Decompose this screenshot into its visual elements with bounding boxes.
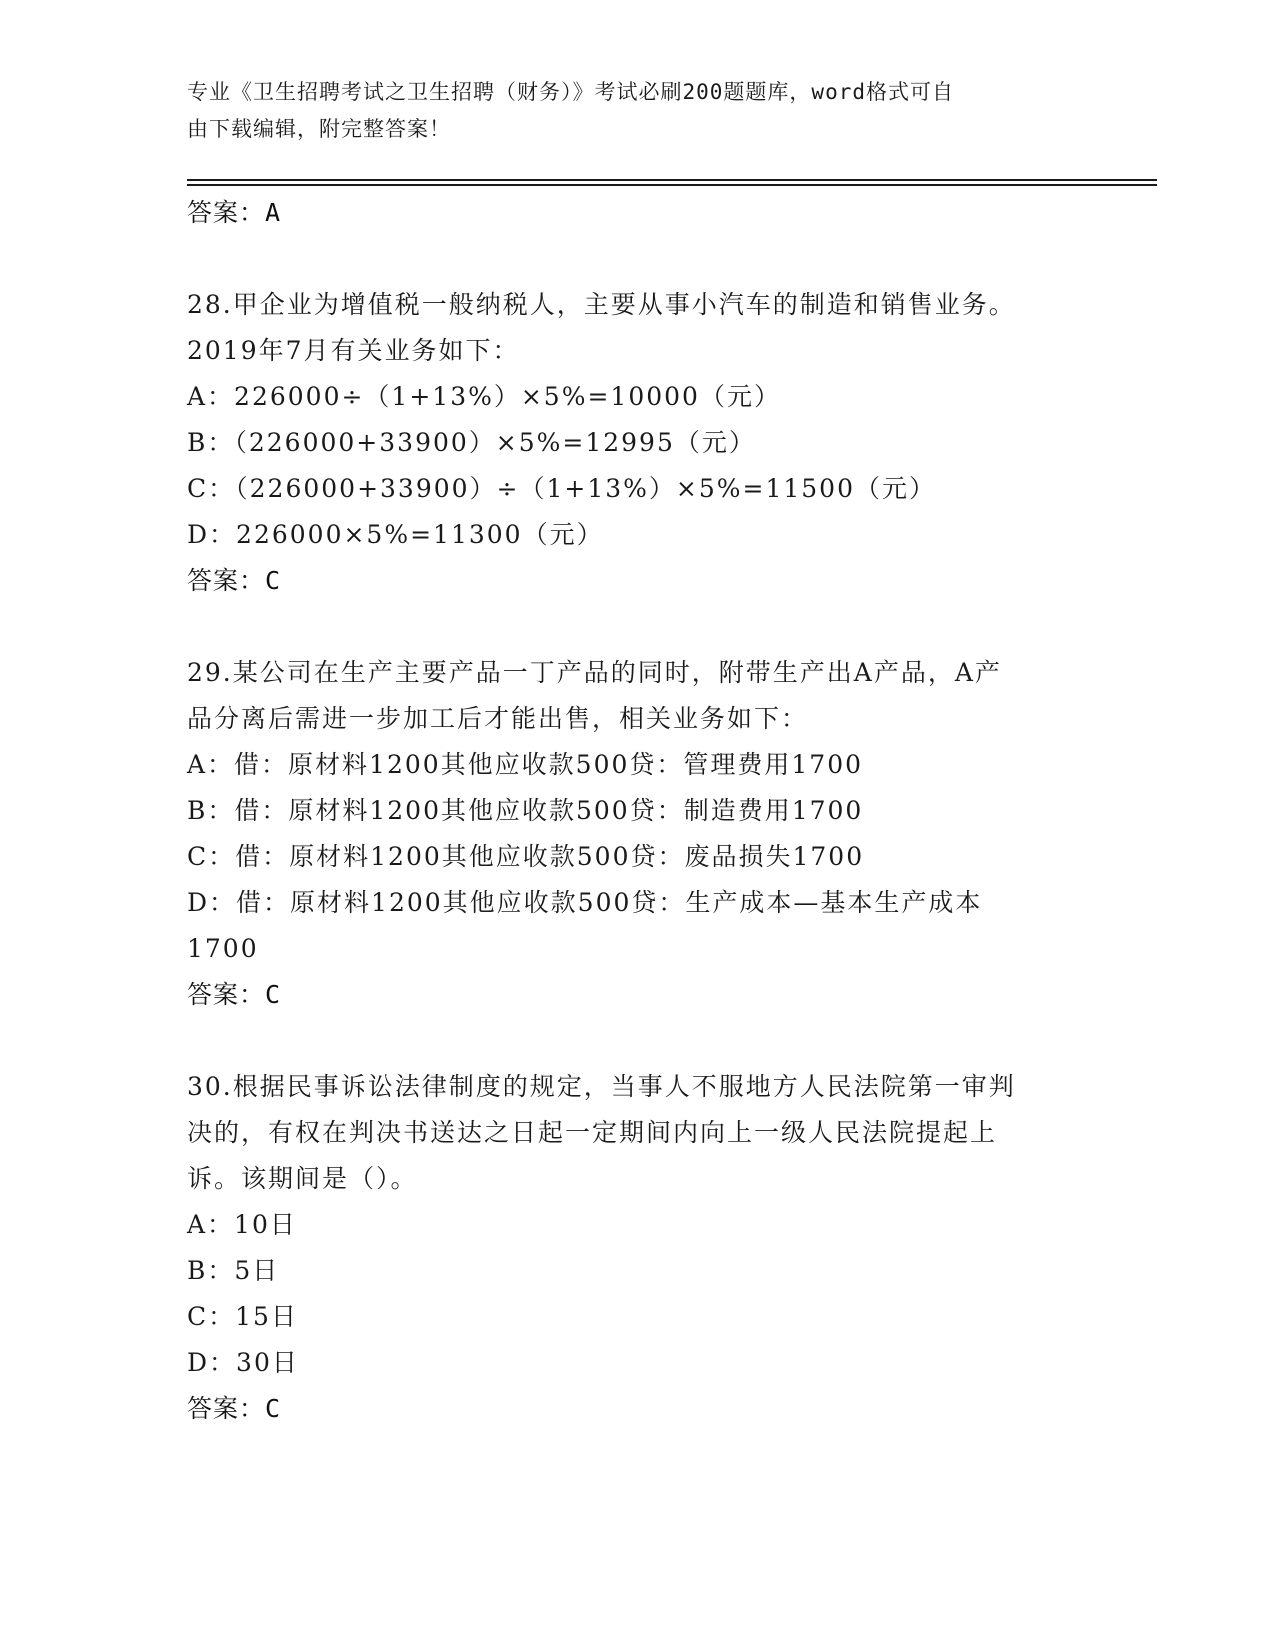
option-line: D：30日 <box>187 1348 299 1377</box>
answer-line: 答案：C <box>187 566 282 595</box>
header-line-1: 专业《卫生招聘考试之卫生招聘（财务）》考试必刷200题题库，word格式可自 <box>187 80 954 104</box>
question-stem-line: 诉。该期间是（）。 <box>187 1164 418 1193</box>
option-line: A：226000÷（1+13%）×5%=10000（元） <box>187 382 781 411</box>
option-line: C：15日 <box>187 1302 298 1331</box>
option-line: B：借：原材料1200其他应收款500贷：制造费用1700 <box>187 796 864 825</box>
question-block <box>187 282 1087 604</box>
question-stem-line: 29.某公司在生产主要产品一丁产品的同时，附带生产出A产品，A产 <box>187 658 1002 687</box>
option-line: D：借：原材料1200其他应收款500贷：生产成本—基本生产成本 <box>187 888 983 917</box>
header-divider-bottom <box>187 184 1157 186</box>
option-line: B：5日 <box>187 1256 280 1285</box>
spacer <box>187 236 1087 282</box>
document-header <box>187 74 1087 148</box>
option-line: D：226000×5%=11300（元） <box>187 520 604 549</box>
spacer <box>187 1018 1087 1064</box>
option-line: B：（226000+33900）×5%=12995（元） <box>187 428 756 457</box>
question-stem-line: 2019年7月有关业务如下： <box>187 336 520 365</box>
question-block <box>187 650 1087 1018</box>
option-line: 1700 <box>187 934 259 963</box>
question-stem-line: 28.甲企业为增值税一般纳税人，主要从事小汽车的制造和销售业务。 <box>187 290 1016 319</box>
spacer <box>187 604 1087 650</box>
option-line: A：借：原材料1200其他应收款500贷：管理费用1700 <box>187 750 864 779</box>
option-line: C：借：原材料1200其他应收款500贷：废品损失1700 <box>187 842 865 871</box>
question-stem-line: 品分离后需进一步加工后才能出售，相关业务如下： <box>187 704 809 733</box>
question-stem-line: 30.根据民事诉讼法律制度的规定，当事人不服地方人民法院第一审判 <box>187 1072 1016 1101</box>
answer-line: 答案：C <box>187 1394 282 1423</box>
option-line: A：10日 <box>187 1210 297 1239</box>
document-body <box>187 190 1087 1432</box>
header-divider-top <box>187 179 1157 181</box>
question-stem-line: 决的，有权在判决书送达之日起一定期间内向上一级人民法院提起上 <box>187 1118 998 1147</box>
header-line-2: 由下载编辑，附完整答案！ <box>187 117 451 141</box>
answer-line: 答案：C <box>187 980 282 1009</box>
answer-line: 答案：A <box>187 198 282 227</box>
option-line: C：（226000+33900）÷（1+13%）×5%=11500（元） <box>187 474 936 503</box>
question-block <box>187 1064 1087 1432</box>
